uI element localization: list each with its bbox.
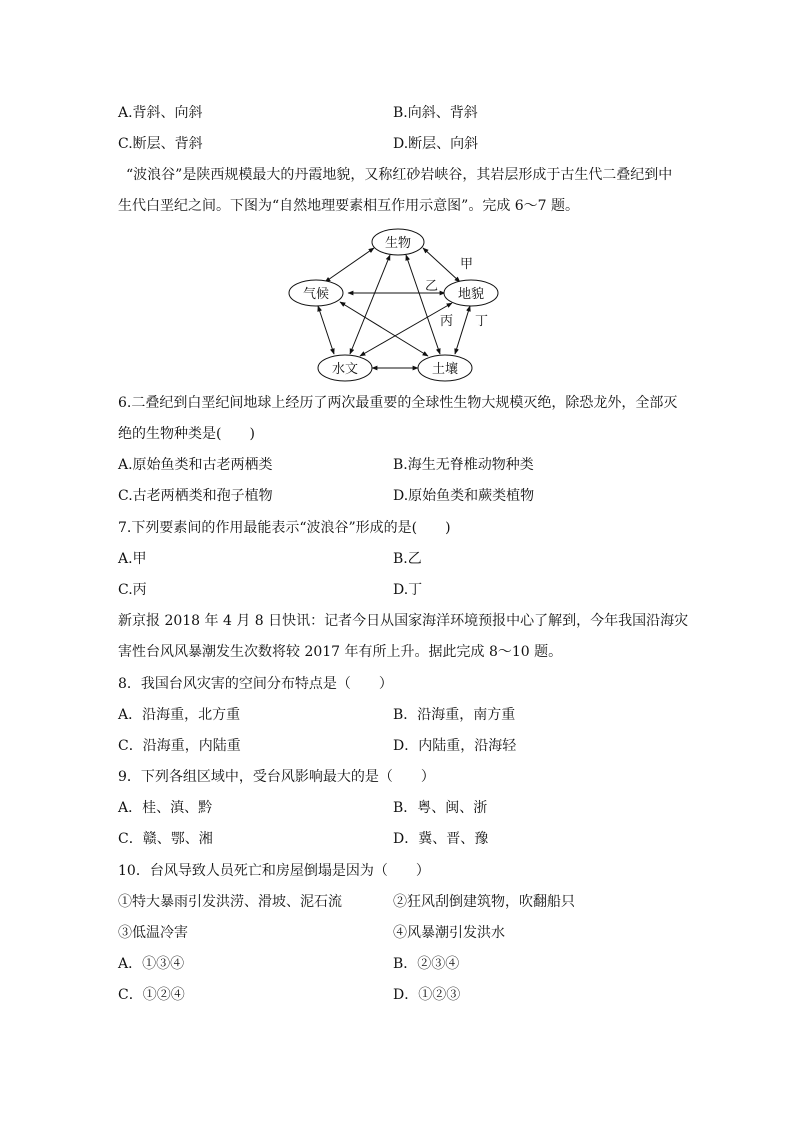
arrow-climate-soil xyxy=(340,302,428,356)
arrow-landform-soil xyxy=(455,306,470,354)
q10-option-d: D．①②③ xyxy=(393,987,461,1003)
q8-stem: 8．我国台风灾害的空间分布特点是（ ） xyxy=(118,676,393,692)
q6-option-d: D.原始鱼类和蕨类植物 xyxy=(393,488,535,504)
q6-stem-line2: 绝的生物种类是( ) xyxy=(118,426,255,442)
q10-option-b: B．②③④ xyxy=(393,956,460,972)
q5-option-c: C.断层、背斜 xyxy=(118,136,203,152)
node-landform-label: 地貌 xyxy=(457,287,485,302)
q6-option-b: B.海生无脊椎动物种类 xyxy=(393,457,534,473)
q7-option-b: B.乙 xyxy=(393,551,422,567)
q5-option-b: B.向斜、背斜 xyxy=(393,105,478,121)
node-soil-label: 土壤 xyxy=(431,362,459,377)
q5-option-a: A.背斜、向斜 xyxy=(118,105,203,121)
intro1-line2: 生代白垩纪之间。下图为“自然地理要素相互作用示意图”。完成 6～7 题。 xyxy=(118,198,580,214)
label-bing: 丙 xyxy=(440,314,454,329)
q8-option-a: A．沿海重，北方重 xyxy=(118,707,241,723)
q5-option-d: D.断层、向斜 xyxy=(393,136,479,152)
q9-option-d: D．冀、晋、豫 xyxy=(393,831,489,847)
q7-stem: 7.下列要素间的作用最能表示“波浪谷”形成的是( ) xyxy=(118,520,451,536)
q9-option-a: A．桂、滇、黔 xyxy=(118,800,213,816)
node-bio-label: 生物 xyxy=(384,236,412,251)
arrow-bio-hydro xyxy=(350,255,390,354)
arrow-climate-hydro xyxy=(318,306,334,354)
q10-option-a: A．①③④ xyxy=(118,956,185,972)
q7-option-a: A.甲 xyxy=(118,551,147,567)
q6-option-c: C.古老两栖类和孢子植物 xyxy=(118,488,273,504)
interaction-diagram xyxy=(286,222,510,386)
q6-option-a: A.原始鱼类和古老两栖类 xyxy=(118,457,273,473)
label-jia: 甲 xyxy=(460,257,474,272)
intro2-line1: 新京报 2018 年 4 月 8 日快讯：记者今日从国家海洋环境预报中心了解到，今年我国沿海灾 xyxy=(118,613,689,629)
q9-option-b: B．粤、闽、浙 xyxy=(393,800,488,816)
q8-option-b: B．沿海重，南方重 xyxy=(393,707,516,723)
q10-item-1: ①特大暴雨引发洪涝、滑坡、泥石流 xyxy=(118,894,342,910)
arrow-bio-soil xyxy=(406,255,440,354)
q6-stem-line1: 6.二叠纪到白垩纪间地球上经历了两次最重要的全球性生物大规模灭绝，除恐龙外，全部灭 xyxy=(118,395,678,411)
q10-option-c: C．①②④ xyxy=(118,987,185,1003)
label-yi: 乙 xyxy=(425,279,439,294)
q7-option-c: C.丙 xyxy=(118,582,147,598)
q10-item-2: ②狂风刮倒建筑物，吹翻船只 xyxy=(393,894,575,910)
q10-item-4: ④风暴潮引发洪水 xyxy=(393,925,505,941)
arrow-bio-landform xyxy=(423,248,460,282)
q10-item-3: ③低温冷害 xyxy=(118,925,188,941)
q10-stem: 10．台风导致人员死亡和房屋倒塌是因为（ ） xyxy=(118,863,430,879)
q9-stem: 9．下列各组区域中，受台风影响最大的是（ ） xyxy=(118,769,435,785)
intro1-line1: “波浪谷”是陕西规模最大的丹霞地貌，又称红砂岩峡谷，其岩层形成于古生代二叠纪到中 xyxy=(126,167,673,183)
q7-option-d: D.丁 xyxy=(393,582,423,598)
node-hydro-label: 水文 xyxy=(331,362,359,377)
q9-option-c: C．赣、鄂、湘 xyxy=(118,831,213,847)
node-climate-label: 气候 xyxy=(302,287,330,302)
intro2-line2: 害性台风风暴潮发生次数将较 2017 年有所上升。据此完成 8～10 题。 xyxy=(118,644,563,660)
q8-option-d: D．内陆重，沿海轻 xyxy=(393,738,517,754)
q8-option-c: C．沿海重，内陆重 xyxy=(118,738,241,754)
label-ding: 丁 xyxy=(475,314,489,329)
arrow-bio-climate xyxy=(325,248,374,282)
